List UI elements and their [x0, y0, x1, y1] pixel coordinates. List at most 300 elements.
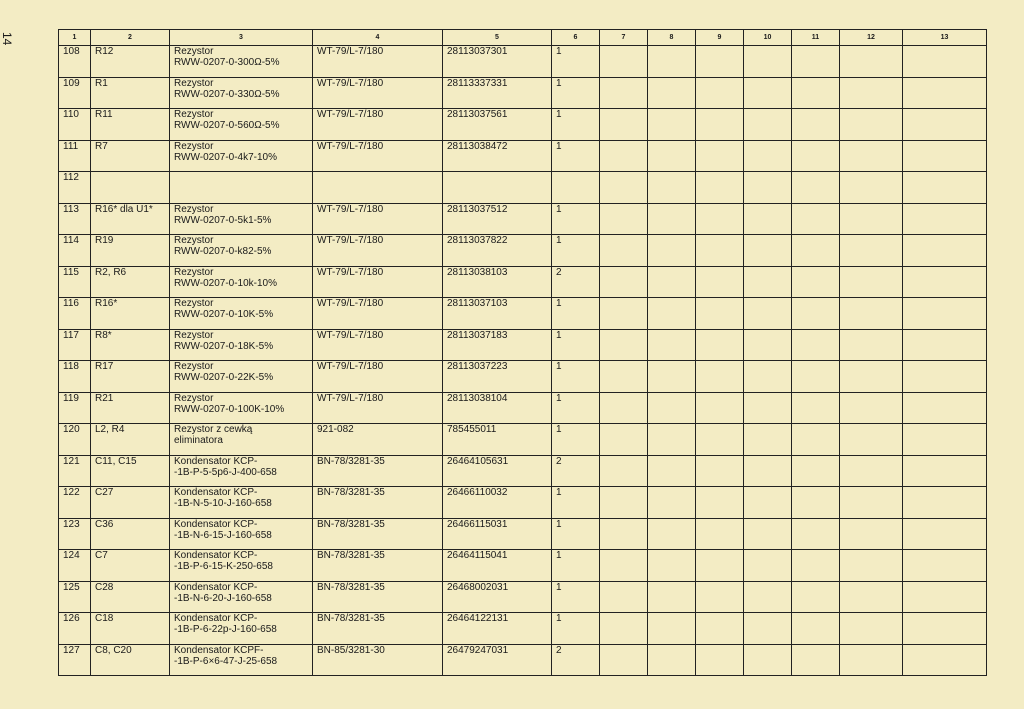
empty-cell [903, 644, 987, 676]
empty-cell [903, 109, 987, 141]
empty-cell [744, 140, 792, 172]
empty-cell [696, 455, 744, 487]
empty-cell [648, 329, 696, 361]
index-cell [443, 172, 552, 204]
header-row [59, 30, 987, 46]
empty-cell [792, 455, 840, 487]
empty-cell [744, 487, 792, 519]
empty-cell [648, 235, 696, 267]
quantity-cell: 2 [552, 266, 600, 298]
index-cell: 26468002031 [443, 581, 552, 613]
name-cell [170, 77, 313, 109]
empty-cell [744, 581, 792, 613]
empty-cell [840, 392, 903, 424]
empty-cell [792, 518, 840, 550]
empty-cell [648, 518, 696, 550]
quantity-cell: 1 [552, 203, 600, 235]
symbol-cell [91, 172, 170, 204]
table-row [59, 266, 987, 298]
column-header: 5 [443, 30, 552, 46]
symbol-cell: R17 [91, 361, 170, 393]
empty-cell [744, 329, 792, 361]
empty-cell [696, 424, 744, 456]
empty-cell [792, 329, 840, 361]
name-cell [170, 266, 313, 298]
row-number-cell: 120 [59, 424, 91, 456]
index-cell: 26464122131 [443, 613, 552, 645]
index-cell: 26479247031 [443, 644, 552, 676]
empty-cell [600, 266, 648, 298]
name-line: -1B-N-5-10-J-160-658 [174, 498, 272, 509]
symbol-cell: R16* dla U1* [91, 203, 170, 235]
symbol-cell: C11, C15 [91, 455, 170, 487]
table-row [59, 455, 987, 487]
quantity-cell: 1 [552, 581, 600, 613]
empty-cell [840, 424, 903, 456]
symbol-cell: C28 [91, 581, 170, 613]
empty-cell [600, 581, 648, 613]
empty-cell [648, 613, 696, 645]
name-line: Rezystor [174, 77, 214, 89]
standard-cell: WT-79/L-7/180 [313, 109, 443, 141]
quantity-cell: 1 [552, 392, 600, 424]
symbol-cell: R12 [91, 46, 170, 78]
empty-cell [744, 203, 792, 235]
name-line: -1B-P-5-5p6-J-400-658 [174, 466, 277, 478]
table-row [59, 298, 987, 330]
column-header: 6 [552, 30, 600, 46]
standard-cell: WT-79/L-7/180 [313, 361, 443, 393]
empty-cell [696, 203, 744, 235]
quantity-cell: 1 [552, 235, 600, 267]
standard-cell: WT-79/L-7/180 [313, 392, 443, 424]
table-row [59, 235, 987, 267]
empty-cell [744, 455, 792, 487]
name-cell [170, 172, 313, 204]
table-row [59, 172, 987, 204]
symbol-cell: R2, R6 [91, 266, 170, 298]
standard-cell: 921-082 [313, 424, 443, 456]
table-row [59, 487, 987, 519]
index-cell: 28113037301 [443, 46, 552, 78]
empty-cell [696, 172, 744, 204]
empty-cell [792, 172, 840, 204]
empty-cell [792, 140, 840, 172]
empty-cell [744, 172, 792, 204]
index-cell: 28113038104 [443, 392, 552, 424]
row-number-cell: 114 [59, 235, 91, 267]
column-header: 4 [313, 30, 443, 46]
name-line: Kondensator KCP- [174, 518, 258, 530]
row-number-cell: 118 [59, 361, 91, 393]
name-cell [170, 361, 313, 393]
table-row [59, 550, 987, 582]
empty-cell [840, 581, 903, 613]
empty-cell [744, 361, 792, 393]
empty-cell [696, 46, 744, 78]
empty-cell [840, 266, 903, 298]
empty-cell [696, 140, 744, 172]
empty-cell [744, 298, 792, 330]
quantity-cell: 1 [552, 361, 600, 393]
name-cell [170, 424, 313, 456]
empty-cell [600, 550, 648, 582]
empty-cell [792, 613, 840, 645]
name-cell [170, 518, 313, 550]
index-cell: 28113037561 [443, 109, 552, 141]
row-number-cell: 113 [59, 203, 91, 235]
empty-cell [903, 77, 987, 109]
empty-cell [744, 424, 792, 456]
empty-cell [600, 235, 648, 267]
empty-cell [903, 424, 987, 456]
empty-cell [696, 518, 744, 550]
name-line: -1B-P-6-22p-J-160-658 [174, 624, 277, 635]
index-cell: 26464115041 [443, 550, 552, 582]
empty-cell [744, 46, 792, 78]
row-number-cell: 123 [59, 518, 91, 550]
row-number-cell: 108 [59, 46, 91, 78]
name-line: Rezystor [174, 361, 214, 372]
empty-cell [840, 172, 903, 204]
symbol-cell: R21 [91, 392, 170, 424]
symbol-cell: R8* [91, 329, 170, 361]
row-number-cell: 121 [59, 455, 91, 487]
empty-cell [696, 235, 744, 267]
empty-cell [792, 298, 840, 330]
standard-cell: BN-78/3281-35 [313, 550, 443, 582]
name-cell [170, 487, 313, 519]
standard-cell: BN-78/3281-35 [313, 455, 443, 487]
index-cell: 28113037183 [443, 329, 552, 361]
empty-cell [903, 487, 987, 519]
empty-cell [600, 455, 648, 487]
standard-cell: BN-78/3281-35 [313, 613, 443, 645]
empty-cell [840, 550, 903, 582]
empty-cell [903, 455, 987, 487]
index-cell: 28113037103 [443, 298, 552, 330]
column-header: 7 [600, 30, 648, 46]
row-number-cell: 119 [59, 392, 91, 424]
empty-cell [840, 329, 903, 361]
empty-cell [648, 109, 696, 141]
index-cell: 28113037822 [443, 235, 552, 267]
empty-cell [792, 487, 840, 519]
symbol-cell: R1 [91, 77, 170, 109]
empty-cell [903, 46, 987, 78]
column-header: 3 [170, 30, 313, 46]
empty-cell [600, 77, 648, 109]
empty-cell [744, 550, 792, 582]
empty-cell [648, 266, 696, 298]
name-line: RWW-0207-0-18K-5% [174, 340, 274, 352]
name-line: Kondensator KCP- [174, 550, 258, 561]
empty-cell [600, 392, 648, 424]
row-number-cell: 124 [59, 550, 91, 582]
quantity-cell: 1 [552, 109, 600, 141]
name-line: RWW-0207-0-k82-5% [174, 246, 272, 257]
name-cell [170, 550, 313, 582]
empty-cell [792, 77, 840, 109]
standard-cell: WT-79/L-7/180 [313, 329, 443, 361]
name-cell [170, 581, 313, 613]
row-number-cell: 126 [59, 613, 91, 645]
name-cell [170, 109, 313, 141]
symbol-cell: R11 [91, 109, 170, 141]
row-number-cell: 115 [59, 266, 91, 298]
empty-cell [903, 518, 987, 550]
empty-cell [903, 361, 987, 393]
name-line: Rezystor [174, 140, 214, 152]
page-number: 14 [0, 32, 14, 46]
empty-cell [600, 298, 648, 330]
empty-cell [648, 487, 696, 519]
empty-cell [840, 235, 903, 267]
empty-cell [696, 581, 744, 613]
standard-cell: BN-78/3281-35 [313, 487, 443, 519]
name-line: RWW-0207-0-4k7-10% [174, 151, 278, 163]
column-header: 1 [59, 30, 91, 46]
name-line: -1B-P-6×6-47-J-25-658 [174, 655, 278, 667]
row-number-cell: 109 [59, 77, 91, 109]
table-row [59, 46, 987, 78]
empty-cell [903, 298, 987, 330]
index-cell: 26464105631 [443, 455, 552, 487]
name-cell [170, 235, 313, 267]
quantity-cell [552, 172, 600, 204]
name-line: Rezystor [174, 46, 214, 57]
empty-cell [744, 77, 792, 109]
row-number-cell: 117 [59, 329, 91, 361]
empty-cell [903, 140, 987, 172]
symbol-cell: C18 [91, 613, 170, 645]
empty-cell [600, 361, 648, 393]
empty-cell [600, 109, 648, 141]
empty-cell [648, 140, 696, 172]
symbol-cell: R16* [91, 298, 170, 330]
standard-cell: WT-79/L-7/180 [313, 77, 443, 109]
column-header: 2 [91, 30, 170, 46]
table-row [59, 518, 987, 550]
empty-cell [648, 46, 696, 78]
empty-cell [696, 644, 744, 676]
empty-cell [648, 392, 696, 424]
index-cell: 26466115031 [443, 518, 552, 550]
row-number-cell: 122 [59, 487, 91, 519]
empty-cell [696, 77, 744, 109]
quantity-cell: 1 [552, 424, 600, 456]
empty-cell [600, 329, 648, 361]
table-row [59, 140, 987, 172]
empty-cell [792, 235, 840, 267]
empty-cell [696, 329, 744, 361]
empty-cell [696, 613, 744, 645]
name-line: Kondensator KCP- [174, 581, 258, 593]
column-header: 13 [903, 30, 987, 46]
empty-cell [840, 77, 903, 109]
column-header: 12 [840, 30, 903, 46]
empty-cell [744, 109, 792, 141]
name-cell [170, 455, 313, 487]
name-line: -1B-N-6-15-J-160-658 [174, 529, 272, 541]
empty-cell [600, 644, 648, 676]
empty-cell [744, 613, 792, 645]
standard-cell: WT-79/L-7/180 [313, 266, 443, 298]
empty-cell [696, 392, 744, 424]
empty-cell [600, 487, 648, 519]
table-row [59, 644, 987, 676]
standard-cell: BN-78/3281-35 [313, 518, 443, 550]
empty-cell [696, 298, 744, 330]
empty-cell [648, 550, 696, 582]
empty-cell [648, 455, 696, 487]
empty-cell [792, 109, 840, 141]
empty-cell [792, 424, 840, 456]
empty-cell [903, 613, 987, 645]
empty-cell [648, 644, 696, 676]
column-header: 8 [648, 30, 696, 46]
name-line: Kondensator KCP- [174, 487, 258, 498]
name-line: Rezystor [174, 235, 214, 246]
quantity-cell: 1 [552, 550, 600, 582]
name-cell [170, 613, 313, 645]
name-line: Rezystor [174, 329, 214, 341]
row-number-cell: 116 [59, 298, 91, 330]
empty-cell [648, 424, 696, 456]
empty-cell [744, 392, 792, 424]
name-line: RWW-0207-0-300Ω-5% [174, 57, 280, 68]
symbol-cell: C7 [91, 550, 170, 582]
quantity-cell: 1 [552, 487, 600, 519]
quantity-cell: 2 [552, 644, 600, 676]
table-row [59, 77, 987, 109]
table-row [59, 203, 987, 235]
symbol-cell: R19 [91, 235, 170, 267]
quantity-cell: 1 [552, 77, 600, 109]
row-number-cell: 111 [59, 140, 91, 172]
name-line: Kondensator KCP- [174, 455, 258, 467]
symbol-cell: C27 [91, 487, 170, 519]
empty-cell [840, 109, 903, 141]
name-line: Kondensator KCP- [174, 613, 258, 624]
empty-cell [792, 550, 840, 582]
symbol-cell: R7 [91, 140, 170, 172]
index-cell: 28113038103 [443, 266, 552, 298]
name-line: Rezystor [174, 109, 214, 120]
index-cell: 28113337331 [443, 77, 552, 109]
name-line: Rezystor z cewką [174, 424, 253, 435]
empty-cell [600, 613, 648, 645]
empty-cell [792, 266, 840, 298]
standard-cell: WT-79/L-7/180 [313, 46, 443, 78]
quantity-cell: 2 [552, 455, 600, 487]
empty-cell [903, 203, 987, 235]
empty-cell [840, 140, 903, 172]
table-body [59, 46, 987, 676]
name-line: Rezystor [174, 266, 214, 278]
name-cell [170, 644, 313, 676]
row-number-cell: 110 [59, 109, 91, 141]
symbol-cell: C36 [91, 518, 170, 550]
quantity-cell: 1 [552, 140, 600, 172]
name-line: -1B-P-6-15-K-250-658 [174, 561, 273, 572]
empty-cell [648, 172, 696, 204]
name-line: RWW-0207-0-5k1-5% [174, 214, 272, 226]
index-cell: 28113037223 [443, 361, 552, 393]
column-header: 9 [696, 30, 744, 46]
table-row [59, 361, 987, 393]
empty-cell [696, 266, 744, 298]
quantity-cell: 1 [552, 298, 600, 330]
empty-cell [792, 203, 840, 235]
name-cell [170, 203, 313, 235]
name-cell [170, 140, 313, 172]
quantity-cell: 1 [552, 329, 600, 361]
empty-cell [903, 266, 987, 298]
empty-cell [600, 140, 648, 172]
index-cell: 26466110032 [443, 487, 552, 519]
table-row [59, 109, 987, 141]
column-header: 10 [744, 30, 792, 46]
name-line: Rezystor [174, 203, 214, 215]
empty-cell [600, 518, 648, 550]
standard-cell: WT-79/L-7/180 [313, 203, 443, 235]
empty-cell [840, 613, 903, 645]
empty-cell [903, 329, 987, 361]
empty-cell [840, 644, 903, 676]
empty-cell [903, 235, 987, 267]
standard-cell: BN-85/3281-30 [313, 644, 443, 676]
empty-cell [792, 581, 840, 613]
table-row [59, 581, 987, 613]
empty-cell [744, 266, 792, 298]
empty-cell [792, 644, 840, 676]
empty-cell [840, 455, 903, 487]
table-row [59, 613, 987, 645]
empty-cell [696, 550, 744, 582]
name-cell [170, 392, 313, 424]
name-line: RWW-0207-0-10k-10% [174, 277, 278, 289]
empty-cell [840, 298, 903, 330]
empty-cell [744, 644, 792, 676]
symbol-cell: C8, C20 [91, 644, 170, 676]
parts-table [58, 29, 987, 676]
row-number-cell: 125 [59, 581, 91, 613]
table-row [59, 424, 987, 456]
empty-cell [792, 46, 840, 78]
name-line: Rezystor [174, 298, 214, 309]
empty-cell [648, 77, 696, 109]
name-line: RWW-0207-0-22K-5% [174, 372, 274, 383]
name-cell [170, 46, 313, 78]
index-cell: 785455011 [443, 424, 552, 456]
table-row [59, 329, 987, 361]
empty-cell [744, 518, 792, 550]
name-line: RWW-0207-0-560Ω-5% [174, 120, 280, 131]
empty-cell [903, 581, 987, 613]
empty-cell [903, 172, 987, 204]
standard-cell: WT-79/L-7/180 [313, 298, 443, 330]
name-line: RWW-0207-0-10K-5% [174, 309, 274, 320]
empty-cell [744, 235, 792, 267]
standard-cell: BN-78/3281-35 [313, 581, 443, 613]
name-line: Rezystor [174, 392, 214, 404]
symbol-cell: L2, R4 [91, 424, 170, 456]
row-number-cell: 127 [59, 644, 91, 676]
empty-cell [600, 424, 648, 456]
standard-cell [313, 172, 443, 204]
name-line: RWW-0207-0-100K-10% [174, 403, 285, 415]
